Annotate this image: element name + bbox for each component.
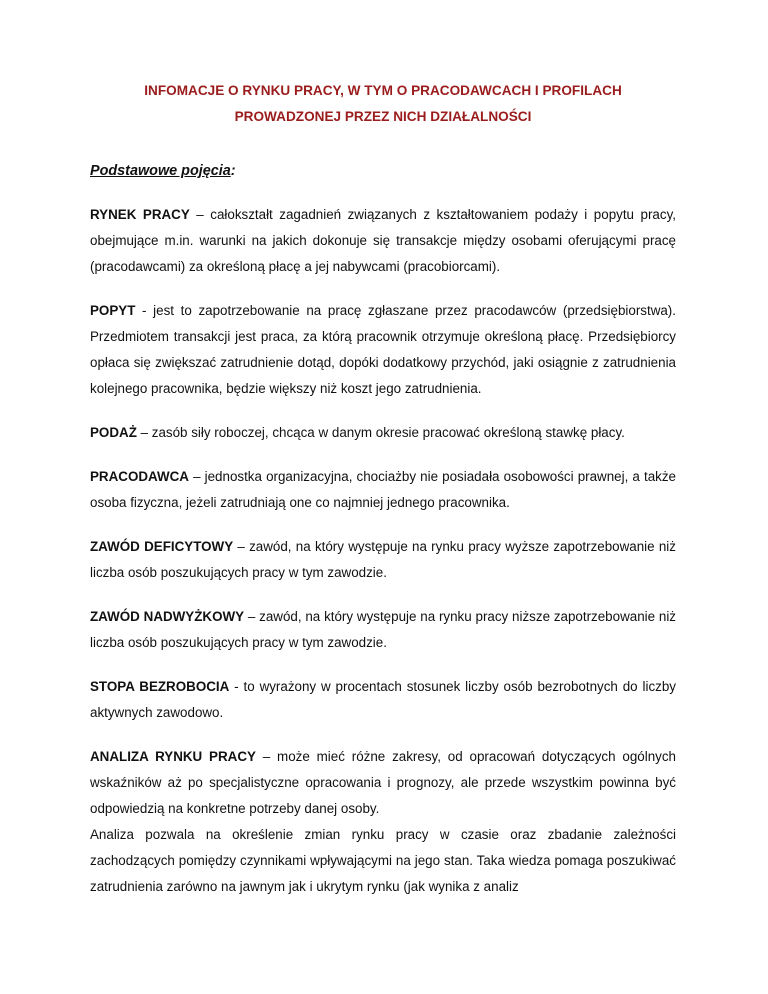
definition-term: POPYT xyxy=(90,303,136,318)
definition-podaz xyxy=(90,420,676,446)
definition-rynek-pracy xyxy=(90,202,676,280)
definition-zawod-deficytowy xyxy=(90,534,676,586)
definition-term: ZAWÓD NADWYŻKOWY xyxy=(90,609,245,624)
definition-analiza-rynku-pracy xyxy=(90,744,676,822)
definition-text: – całokształt zagadnień związanych z kształtowaniem podaży i popytu pracy, obejmujące m.in. warunki na jakich dokonuje się transakcje między osobami oferującymi pracę (pracodawcami) za określoną płacę a jej nabywcami (pracobiorcami). xyxy=(90,207,676,274)
definition-text: – zawód, na który występuje na rynku pracy wyższe zapotrzebowanie niż liczba osób poszukujących pracy w tym zawodzie. xyxy=(90,539,676,580)
definition-term: ANALIZA RYNKU PRACY xyxy=(90,749,256,764)
title-line-1: INFOMACJE O RYNKU PRACY, W TYM O PRACODAWCACH I PROFILACH xyxy=(144,83,622,98)
definition-stopa-bezrobocia xyxy=(90,674,676,726)
definition-term: RYNEK PRACY xyxy=(90,207,190,222)
section-heading-text: Podstawowe pojęcia xyxy=(90,163,231,179)
definition-text: – zasób siły roboczej, chcąca w danym okresie pracować określoną stawkę płacy. xyxy=(136,425,625,440)
document-title xyxy=(90,78,676,130)
section-heading xyxy=(90,158,676,184)
definition-term: PRACODAWCA xyxy=(90,469,189,484)
definition-pracodawca xyxy=(90,464,676,516)
definition-text: - jest to zapotrzebowanie na pracę zgłaszane przez pracodawców (przedsiębiorstwa). Przedmiotem transakcji jest praca, za którą pracownik otrzymuje określoną płacę. Przedsiębiorcy opłaca się zwiększać zatrudnienie dotąd, dopóki dodatkowy przychód, jaki osiągnie z zatrudnienia kolejnego pracownika, będzie większy niż koszt jego zatrudnienia. xyxy=(90,303,676,396)
definition-popyt xyxy=(90,298,676,402)
title-line-2: PROWADZONEJ PRZEZ NICH DZIAŁALNOŚCI xyxy=(234,109,532,124)
continuation-paragraph: Analiza pozwala na określenie zmian rynku pracy w czasie oraz zbadanie zależności zachodzących pomiędzy czynnikami wpływającymi na jego stan. Taka wiedza pomaga poszukiwać zatrudnienia zarówno na jawnym jak i ukrytym rynku (jak wynika z analiz xyxy=(90,827,676,894)
definition-zawod-nadwyzkowy xyxy=(90,604,676,656)
definition-term: PODAŻ xyxy=(90,425,137,440)
definition-text: - to wyrażony w procentach stosunek liczby osób bezrobotnych do liczby aktywnych zawodowo. xyxy=(90,679,676,720)
section-heading-colon: : xyxy=(230,163,236,179)
definition-term: ZAWÓD DEFICYTOWY xyxy=(90,539,234,554)
definition-text: – jednostka organizacyjna, chociażby nie posiadała osobowości prawnej, a także osoba fizyczna, jeżeli zatrudniają one co najmniej jednego pracownika. xyxy=(90,469,676,510)
definition-text: – zawód, na który występuje na rynku pracy niższe zapotrzebowanie niż liczba osób poszukujących pracy w tym zawodzie. xyxy=(90,609,676,650)
definition-text: – może mieć różne zakresy, od opracowań dotyczących ogólnych wskaźników aż po specjalistyczne opracowania i prognozy, ale przede wszystkim powinna być odpowiedzią na konkretne potrzeby danej osoby. xyxy=(90,749,676,816)
definition-term: STOPA BEZROBOCIA xyxy=(90,679,230,694)
document-page xyxy=(90,78,676,900)
